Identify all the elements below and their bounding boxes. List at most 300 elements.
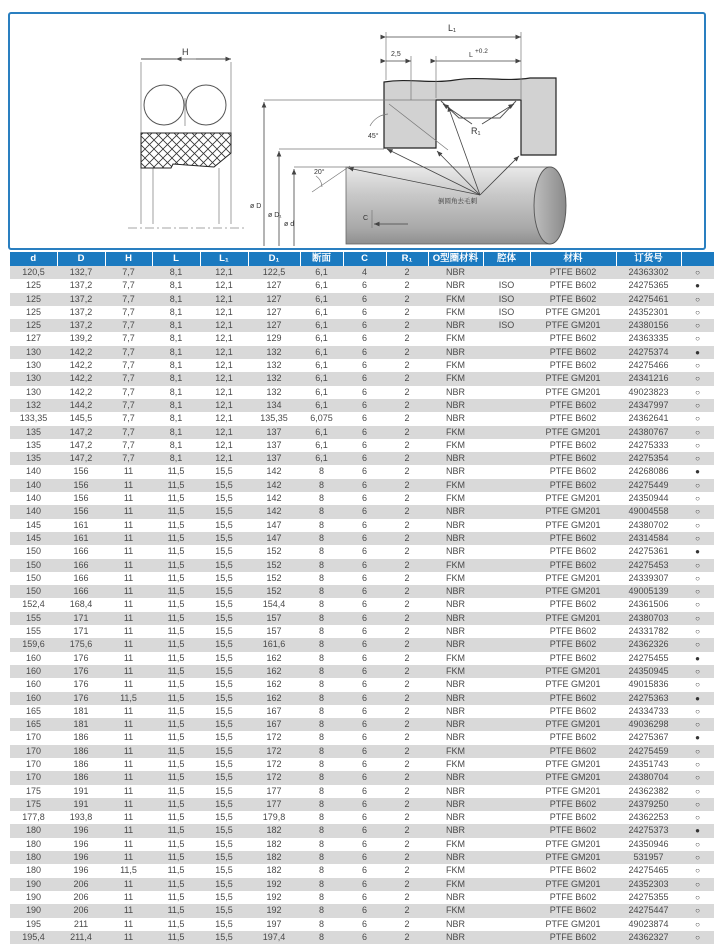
cell-C: 6 [361, 479, 367, 490]
cell-D1: 147 [266, 532, 282, 543]
cell-cavity [483, 811, 530, 824]
cell-stock-mark: ○ [695, 786, 700, 796]
cell-R1: 2 [404, 918, 410, 929]
cell-d: 195 [25, 918, 42, 929]
cell-stock-mark: ● [695, 693, 700, 703]
cell-D: 181 [73, 705, 89, 716]
cell-L: 11,5 [167, 852, 185, 863]
cell-L1: 12,1 [215, 386, 233, 397]
cell-D1: 192 [266, 905, 282, 916]
cell-L1: 15,5 [215, 798, 233, 809]
cell-duanmian: 6,1 [315, 399, 328, 410]
cell-H: 11 [123, 825, 134, 836]
cell-stock-mark: ○ [695, 440, 700, 450]
cell-material: PTFE GM201 [545, 772, 601, 783]
cell-stock-mark: ○ [695, 892, 700, 902]
cell-D: 161 [73, 519, 89, 530]
cell-material: PTFE B602 [549, 267, 597, 277]
cell-D1: 152 [266, 586, 282, 597]
cell-cavity [483, 692, 530, 705]
cell-material: PTFE B602 [549, 825, 597, 836]
cell-cavity [483, 572, 530, 585]
cell-material: PTFE B602 [549, 360, 597, 371]
cell-stock-mark: ○ [695, 759, 700, 769]
cell-d: 160 [25, 692, 42, 703]
cell-oring-material: FKM [446, 652, 465, 663]
cell-L1: 15,5 [215, 679, 233, 690]
cell-duanmian: 6,1 [315, 346, 328, 357]
cell-D1: 147 [266, 519, 282, 530]
cell-d: 160 [25, 679, 42, 690]
seal-drawing [10, 14, 704, 248]
cell-D1: 172 [266, 745, 282, 756]
cell-order-no: 24268086 [628, 466, 669, 477]
cell-order-no: 49004558 [628, 506, 669, 517]
cell-cavity [483, 798, 530, 811]
cell-cavity [483, 479, 530, 492]
cell-order-no: 24380767 [628, 426, 669, 437]
cell-L: 11,5 [167, 626, 185, 637]
cell-H: 7,7 [122, 267, 135, 277]
cell-oring-material: FKM [446, 572, 465, 583]
cell-C: 6 [361, 732, 367, 743]
cell-cavity [483, 585, 530, 598]
table-row [10, 891, 714, 904]
cell-L: 11,5 [167, 466, 185, 477]
cell-L1: 15,5 [215, 652, 233, 663]
cell-duanmian: 8 [318, 905, 324, 916]
cell-H: 11 [123, 665, 134, 676]
cell-L1: 15,5 [215, 732, 233, 743]
cell-D1: 157 [266, 612, 282, 623]
cell-order-no: 24275367 [628, 732, 669, 743]
cell-stock-mark: ● [695, 826, 700, 836]
cell-d: 150 [25, 559, 42, 570]
cell-order-no: 24362253 [628, 812, 669, 823]
cell-H: 11 [123, 479, 134, 490]
cell-H: 11 [123, 785, 134, 796]
cell-D1: 152 [266, 546, 282, 557]
cell-order-no: 24350945 [628, 665, 669, 676]
cell-D: 147,2 [69, 439, 93, 450]
cell-C: 6 [361, 413, 367, 424]
cell-stock-mark: ○ [695, 361, 700, 371]
cell-oring-material: NBR [445, 785, 465, 796]
angle-20-label: 20° [314, 169, 325, 176]
cell-material: PTFE GM201 [545, 612, 601, 623]
cell-D1: 182 [266, 838, 282, 849]
cell-order-no: 24275365 [628, 280, 669, 291]
cell-H: 11,5 [120, 865, 137, 876]
cell-oring-material: FKM [446, 293, 465, 304]
cell-cavity: ISO [498, 320, 515, 331]
dia-D-label: ø D [250, 203, 262, 210]
cell-cavity: ISO [498, 293, 515, 304]
cell-material: PTFE B602 [549, 399, 597, 410]
table-row [10, 878, 714, 891]
cell-D1: 122,5 [262, 267, 286, 277]
dim-offset-label: 2,5 [391, 51, 401, 58]
cell-cavity [483, 785, 530, 798]
cell-order-no: 24362327 [628, 931, 669, 942]
table-row [10, 838, 714, 851]
cell-d: 130 [25, 386, 42, 397]
cell-C: 6 [361, 679, 367, 690]
cell-material: PTFE B602 [549, 466, 597, 477]
cell-stock-mark: ○ [695, 374, 700, 384]
cell-C: 6 [361, 812, 367, 823]
seal-cross-section [128, 47, 244, 228]
cell-D1: 154,4 [262, 599, 286, 610]
cell-D1: 182 [266, 865, 282, 876]
table-row [10, 492, 714, 505]
cell-oring-material: NBR [445, 679, 465, 690]
cell-D: 145,5 [69, 413, 93, 424]
cell-d: 125 [25, 293, 42, 304]
cell-duanmian: 8 [318, 918, 324, 929]
cell-L: 11,5 [167, 798, 185, 809]
cell-H: 11 [123, 546, 134, 557]
cell-H: 7,7 [122, 453, 135, 464]
cell-L1: 15,5 [215, 852, 233, 863]
cell-material: PTFE GM201 [545, 373, 601, 384]
cell-C: 6 [361, 798, 367, 809]
cell-H: 11 [123, 812, 134, 823]
cell-D: 166 [73, 546, 89, 557]
cell-cavity [483, 372, 530, 385]
cell-order-no: 49005139 [628, 586, 669, 597]
cell-duanmian: 8 [318, 772, 324, 783]
cell-oring-material: FKM [446, 360, 465, 371]
header-oring-material: O型圈材料 [428, 252, 483, 266]
cell-order-no: 24275355 [628, 891, 669, 902]
cell-duanmian: 8 [318, 506, 324, 517]
cell-cavity [483, 745, 530, 758]
cell-D1: 132 [266, 373, 282, 384]
cell-L1: 15,5 [215, 705, 233, 716]
cell-D: 139,2 [69, 333, 93, 344]
cell-L: 11,5 [167, 599, 185, 610]
cell-D: 156 [73, 479, 89, 490]
cell-stock-mark: ○ [695, 321, 700, 331]
table-row [10, 758, 714, 771]
cell-H: 11 [123, 732, 134, 743]
cell-R1: 2 [404, 798, 410, 809]
cell-stock-mark: ○ [695, 454, 700, 464]
cell-d: 177,8 [22, 812, 45, 823]
cell-H: 11 [123, 798, 134, 809]
cell-H: 7,7 [122, 373, 135, 384]
cell-d: 170 [25, 745, 42, 756]
cell-duanmian: 8 [318, 639, 324, 650]
cell-oring-material: NBR [445, 798, 465, 809]
cell-oring-material: FKM [446, 559, 465, 570]
cell-cavity [483, 439, 530, 452]
cell-stock-mark: ○ [695, 773, 700, 783]
cell-H: 11 [123, 612, 134, 623]
cell-oring-material: NBR [445, 546, 465, 557]
cell-D: 196 [73, 865, 89, 876]
cell-material: PTFE B602 [549, 812, 597, 823]
cell-material: PTFE B602 [549, 705, 597, 716]
cell-L: 11,5 [167, 918, 185, 929]
cell-L: 11,5 [167, 758, 185, 769]
table-row [10, 652, 714, 665]
cell-H: 11 [123, 572, 134, 583]
cell-D: 156 [73, 466, 89, 477]
table-row [10, 293, 714, 306]
cell-D: 196 [73, 838, 89, 849]
cell-stock-mark: ○ [695, 906, 700, 916]
cell-order-no: 24363335 [628, 333, 669, 344]
table-row [10, 785, 714, 798]
cell-H: 11 [123, 852, 134, 863]
cell-duanmian: 6,1 [315, 333, 328, 344]
cell-D: 186 [73, 745, 89, 756]
table-row [10, 771, 714, 784]
cell-cavity [483, 705, 530, 718]
cell-duanmian: 8 [318, 532, 324, 543]
cell-H: 7,7 [122, 426, 135, 437]
header-cavity: 腔体 [483, 252, 530, 266]
dim-L1-label: L₁ [448, 23, 457, 33]
cell-D: 196 [73, 825, 89, 836]
cell-stock-mark: ○ [695, 494, 700, 504]
cell-D1: 142 [266, 466, 282, 477]
cell-material: PTFE GM201 [545, 679, 601, 690]
cell-C: 6 [361, 692, 367, 703]
cell-L1: 15,5 [215, 918, 233, 929]
header-order-no: 订货号 [616, 252, 681, 266]
cell-d: 135 [25, 426, 42, 437]
cell-d: 140 [25, 493, 42, 504]
cell-duanmian: 6,1 [315, 293, 328, 304]
cell-C: 6 [361, 293, 367, 304]
cell-order-no: 24339307 [628, 572, 669, 583]
cell-C: 6 [361, 612, 367, 623]
cell-cavity [483, 638, 530, 651]
cell-d: 132 [25, 399, 42, 410]
cell-oring-material: NBR [445, 599, 465, 610]
cell-R1: 2 [404, 665, 410, 676]
cell-D: 147,2 [69, 453, 93, 464]
dia-D1-label: ø D₁ [268, 212, 282, 219]
table-row [10, 705, 714, 718]
cell-material: PTFE B602 [549, 453, 597, 464]
cell-material: PTFE B602 [549, 293, 597, 304]
cell-R1: 2 [404, 306, 410, 317]
cell-L: 8,1 [169, 293, 183, 304]
cell-duanmian: 8 [318, 599, 324, 610]
cell-H: 11 [123, 918, 134, 929]
cell-L1: 12,1 [215, 413, 233, 424]
cell-D1: 132 [266, 360, 282, 371]
cell-duanmian: 6,1 [315, 453, 328, 464]
cell-L1: 12,1 [215, 267, 233, 277]
cell-cavity [483, 864, 530, 877]
cell-cavity [483, 625, 530, 638]
cell-d: 140 [25, 479, 42, 490]
cell-C: 6 [361, 346, 367, 357]
cell-D: 166 [73, 559, 89, 570]
cell-cavity [483, 851, 530, 864]
cell-material: PTFE B602 [549, 905, 597, 916]
table-row [10, 745, 714, 758]
cell-H: 11 [123, 586, 134, 597]
cell-L: 11,5 [167, 532, 185, 543]
cell-stock-mark: ○ [695, 627, 700, 637]
cell-material: PTFE B602 [549, 732, 597, 743]
cell-D: 137,2 [69, 306, 93, 317]
cell-cavity [483, 465, 530, 478]
cell-oring-material: FKM [446, 479, 465, 490]
cell-C: 6 [361, 825, 367, 836]
cell-oring-material: NBR [445, 532, 465, 543]
cell-order-no: 24331782 [628, 626, 669, 637]
spec-table-header [10, 252, 714, 266]
cell-cavity [483, 386, 530, 399]
cell-L: 11,5 [167, 519, 185, 530]
cell-d: 165 [25, 719, 42, 730]
cell-L1: 12,1 [215, 426, 233, 437]
table-row [10, 439, 714, 452]
cell-duanmian: 6,1 [315, 386, 328, 397]
cell-C: 6 [361, 373, 367, 384]
cell-stock-mark: ○ [695, 813, 700, 823]
cell-stock-mark: ○ [695, 866, 700, 876]
cell-oring-material: NBR [445, 705, 465, 716]
table-row [10, 811, 714, 824]
cell-L1: 15,5 [215, 626, 233, 637]
cell-material: PTFE GM201 [545, 785, 601, 796]
cell-material: PTFE B602 [549, 865, 597, 876]
cell-L: 11,5 [167, 785, 185, 796]
cell-R1: 2 [404, 346, 410, 357]
cell-L: 8,1 [169, 320, 183, 331]
cell-order-no: 24275354 [628, 453, 669, 464]
cell-D: 147,2 [69, 426, 93, 437]
cell-H: 11 [123, 652, 134, 663]
cell-duanmian: 6,1 [315, 426, 328, 437]
header-d: d [10, 252, 57, 266]
cell-D1: 137 [266, 453, 282, 464]
cell-duanmian: 6,1 [315, 360, 328, 371]
dim-C-label: C [363, 215, 369, 222]
cell-D: 186 [73, 732, 89, 743]
cell-H: 7,7 [122, 306, 135, 317]
cell-L1: 15,5 [215, 612, 233, 623]
cell-duanmian: 8 [318, 479, 324, 490]
cell-oring-material: NBR [445, 267, 465, 277]
cell-material: PTFE GM201 [545, 586, 601, 597]
cell-C: 6 [361, 586, 367, 597]
cell-H: 7,7 [122, 293, 135, 304]
cell-C: 6 [361, 360, 367, 371]
cell-d: 195,4 [22, 931, 45, 942]
cell-stock-mark: ○ [695, 573, 700, 583]
cell-H: 7,7 [122, 333, 135, 344]
cell-L1: 15,5 [215, 692, 233, 703]
cell-L1: 15,5 [215, 865, 233, 876]
cell-L1: 15,5 [215, 519, 233, 530]
cell-d: 120,5 [22, 267, 45, 277]
cell-stock-mark: ○ [695, 507, 700, 517]
cell-oring-material: NBR [445, 825, 465, 836]
cell-d: 180 [25, 852, 42, 863]
cell-cavity [483, 505, 530, 518]
cell-oring-material: NBR [445, 639, 465, 650]
cell-duanmian: 8 [318, 745, 324, 756]
cell-R1: 2 [404, 612, 410, 623]
cell-C: 6 [361, 559, 367, 570]
cell-R1: 2 [404, 386, 410, 397]
cell-L: 8,1 [169, 399, 183, 410]
cell-material: PTFE B602 [549, 333, 597, 344]
table-row [10, 718, 714, 731]
cell-R1: 2 [404, 785, 410, 796]
cell-stock-mark: ● [695, 467, 700, 477]
cell-D: 186 [73, 758, 89, 769]
cell-H: 7,7 [122, 386, 135, 397]
cell-L1: 12,1 [215, 453, 233, 464]
cell-H: 7,7 [122, 413, 135, 424]
cell-d: 175 [25, 798, 42, 809]
table-row [10, 731, 714, 744]
cell-order-no: 24350944 [628, 493, 669, 504]
cell-C: 6 [361, 453, 367, 464]
table-row [10, 479, 714, 492]
cell-D1: 167 [266, 719, 282, 730]
cell-H: 7,7 [122, 320, 135, 331]
cell-D: 156 [73, 493, 89, 504]
cell-cavity [483, 412, 530, 425]
o-ring-left [144, 85, 184, 125]
cell-oring-material: NBR [445, 413, 465, 424]
cell-D1: 127 [266, 280, 282, 291]
cell-oring-material: FKM [446, 878, 465, 889]
header-L1: L₁ [200, 252, 248, 266]
cell-oring-material: NBR [445, 626, 465, 637]
cell-D: 166 [73, 586, 89, 597]
cell-R1: 2 [404, 373, 410, 384]
header-D1: D₁ [248, 252, 300, 266]
cell-R1: 2 [404, 812, 410, 823]
cell-L1: 15,5 [215, 559, 233, 570]
cell-material: PTFE B602 [549, 346, 597, 357]
cell-duanmian: 8 [318, 812, 324, 823]
cell-duanmian: 8 [318, 586, 324, 597]
cell-L1: 15,5 [215, 891, 233, 902]
cell-L: 11,5 [167, 705, 185, 716]
cell-R1: 2 [404, 320, 410, 331]
cell-D: 176 [73, 652, 89, 663]
cell-oring-material: NBR [445, 506, 465, 517]
cell-H: 11,5 [120, 692, 137, 703]
cell-order-no: 49015836 [628, 679, 669, 690]
table-row [10, 612, 714, 625]
cell-stock-mark: ○ [695, 746, 700, 756]
rod [346, 167, 550, 244]
cell-order-no: 24275374 [628, 346, 669, 357]
cell-cavity [483, 771, 530, 784]
cell-stock-mark: ○ [695, 799, 700, 809]
cell-duanmian: 8 [318, 519, 324, 530]
cell-C: 6 [361, 572, 367, 583]
cell-d: 127 [25, 333, 42, 344]
cell-duanmian: 6,1 [315, 373, 328, 384]
cell-stock-mark: ○ [695, 919, 700, 929]
cell-stock-mark: ○ [695, 613, 700, 623]
